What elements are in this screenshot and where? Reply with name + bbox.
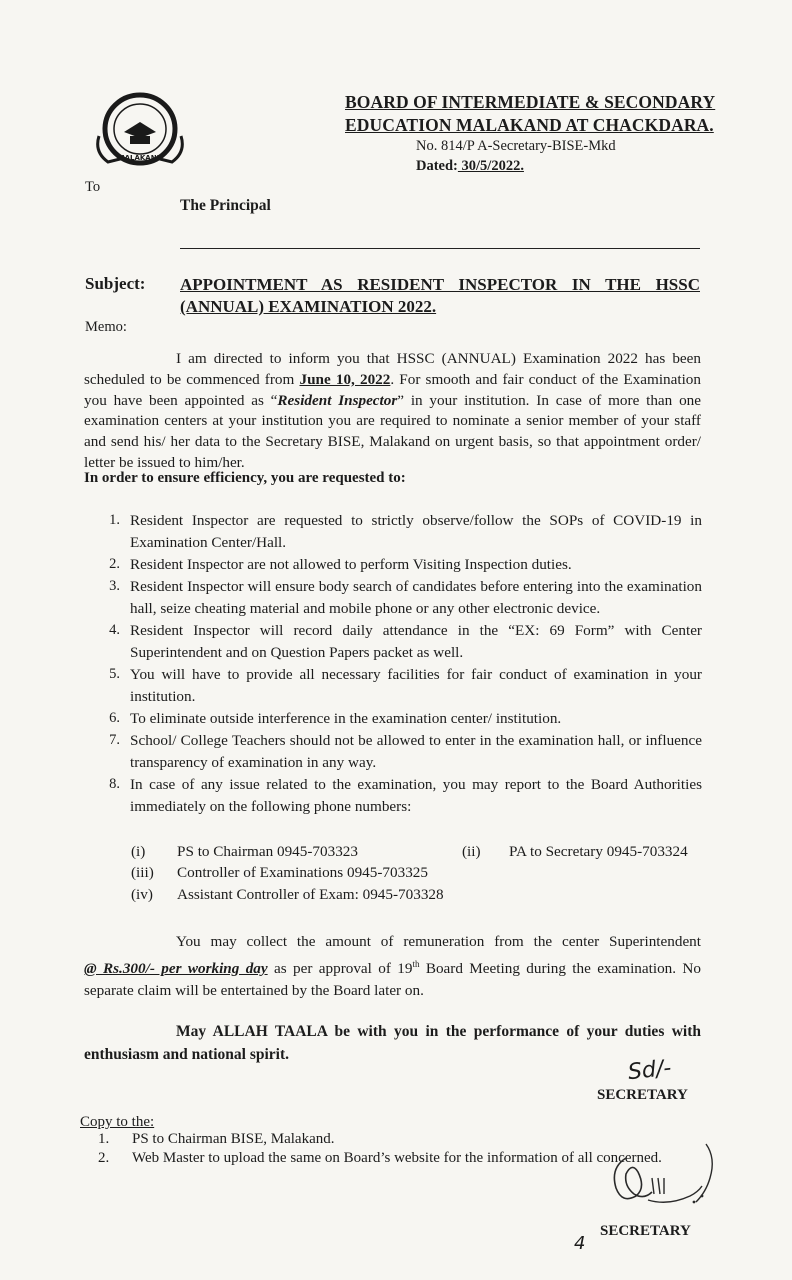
subject-label: Subject: bbox=[85, 274, 146, 293]
copy-recipient: Web Master to upload the same on Board’s website for the information of all concerned. bbox=[132, 1150, 662, 1166]
phone-entry: PA to Secretary 0945-703324 bbox=[509, 843, 688, 860]
list-number: 7. bbox=[109, 732, 120, 748]
copy-number: 2. bbox=[98, 1150, 110, 1166]
list-item: Resident Inspector will ensure body search of candidates before entering into the examination hall, seize cheating material and mobile phone or any other electronic device. bbox=[130, 578, 702, 617]
subject-line1: APPOINTMENT AS RESIDENT INSPECTOR IN THE HSSC bbox=[180, 275, 700, 294]
phone-number-index: (i) bbox=[131, 843, 146, 860]
list-item: Resident Inspector are not allowed to perform Visiting Inspection duties. bbox=[130, 556, 572, 573]
handwritten-signature bbox=[598, 1138, 722, 1232]
list-item: To eliminate outside interference in the examination center/ institution. bbox=[130, 710, 562, 727]
body-line: You may collect the amount of remuneration from the center Superintendent bbox=[176, 933, 701, 950]
org-name-line1: BOARD OF INTERMEDIATE & SECONDARY bbox=[345, 92, 716, 112]
phone-number-index: (ii) bbox=[462, 843, 481, 860]
exam-start-date: June 10, 2022 bbox=[299, 370, 391, 388]
divider-line bbox=[180, 248, 700, 249]
sd-signature: Sd/- bbox=[626, 1055, 673, 1086]
remuneration-rate: @ Rs.300/- per working day bbox=[84, 960, 268, 978]
copy-to-label: Copy to the: bbox=[80, 1114, 155, 1130]
body-line: you have been appointed as “Resident Inspector” in your institution. In case of more than one bbox=[84, 391, 701, 409]
list-number: 1. bbox=[109, 512, 120, 528]
signatory2-title: SECRETARY bbox=[600, 1223, 691, 1239]
body-line: letter be issued to him/her. bbox=[84, 453, 245, 471]
signatory-title: SECRETARY bbox=[597, 1087, 688, 1103]
body-line: scheduled to be commenced from June 10, 2022. For smooth and fair conduct of the Examination bbox=[84, 370, 701, 388]
body-line: @ Rs.300/- per working day as per approval of 19th Board Meeting during the examination. No bbox=[84, 959, 701, 978]
body-line: I am directed to inform you that HSSC (ANNUAL) Examination 2022 has been bbox=[176, 350, 701, 367]
list-item: Resident Inspector will record daily attendance in the “EX: 69 Form” with Center Superintendent and on Question Papers packet as well. bbox=[130, 622, 702, 661]
request-heading: In order to ensure efficiency, you are requested to: bbox=[84, 470, 406, 486]
role-name: Resident Inspector bbox=[277, 391, 398, 409]
phone-number-index: (iii) bbox=[131, 864, 154, 881]
page-mark: 4 bbox=[574, 1233, 586, 1254]
memo-label: Memo: bbox=[85, 319, 127, 335]
closing-line2: enthusiasm and national spirit. bbox=[84, 1046, 289, 1063]
list-number: 8. bbox=[109, 776, 120, 792]
body-line: separate claim will be entertained by the Board later on. bbox=[84, 982, 424, 1000]
subject-text bbox=[180, 274, 700, 318]
list-item: In case of any issue related to the examination, you may report to the Board Authorities immediately on the following phone numbers: bbox=[130, 776, 702, 815]
body-line: examination centers at your institution you are required to nominate a senior member of your staff bbox=[84, 412, 701, 430]
body-line: and send his/ her data to the Secretary BISE, Malakand on urgent basis, so that appointment order/ bbox=[84, 433, 701, 451]
seal-text: MALAKAND bbox=[117, 154, 163, 162]
list-number: 4. bbox=[109, 622, 120, 638]
phone-entry: Controller of Examinations 0945-703325 bbox=[177, 864, 428, 881]
phone-entry: Assistant Controller of Exam: 0945-703328 bbox=[177, 886, 444, 903]
list-number: 2. bbox=[109, 556, 120, 572]
list-item: You will have to provide all necessary facilities for fair conduct of examination in your institution. bbox=[130, 666, 702, 705]
phone-number-index: (iv) bbox=[131, 886, 153, 903]
org-name-line2: EDUCATION MALAKAND AT CHACKDARA. bbox=[345, 115, 714, 135]
phone-entry: PS to Chairman 0945-703323 bbox=[177, 843, 358, 860]
to-label: To bbox=[85, 179, 101, 195]
list-item: School/ College Teachers should not be allowed to enter in the examination hall, or influence transparency of examination in any way. bbox=[130, 732, 702, 771]
copy-recipient: PS to Chairman BISE, Malakand. bbox=[132, 1131, 335, 1147]
date-label: Dated: bbox=[416, 158, 458, 174]
copy-number: 1. bbox=[98, 1131, 110, 1147]
list-item: Resident Inspector are requested to strictly observe/follow the SOPs of COVID-19 in Examination Center/Hall. bbox=[130, 512, 702, 551]
recipient: The Principal bbox=[180, 197, 271, 214]
list-number: 3. bbox=[109, 578, 120, 594]
date-line bbox=[416, 158, 524, 175]
list-number: 6. bbox=[109, 710, 120, 726]
remuneration-paragraph bbox=[84, 931, 701, 1002]
reference-number: No. 814/P A-Secretary-BISE-Mkd bbox=[416, 138, 616, 154]
list-number: 5. bbox=[109, 666, 120, 682]
closing-paragraph bbox=[84, 1020, 701, 1066]
closing-line1: May ALLAH TAALA be with you in the performance of your duties with bbox=[176, 1023, 701, 1040]
date-value: 30/5/2022. bbox=[457, 158, 524, 174]
body-paragraph bbox=[84, 349, 701, 474]
board-seal-logo bbox=[94, 92, 186, 166]
subject-line2: (ANNUAL) EXAMINATION 2022. bbox=[180, 297, 437, 316]
